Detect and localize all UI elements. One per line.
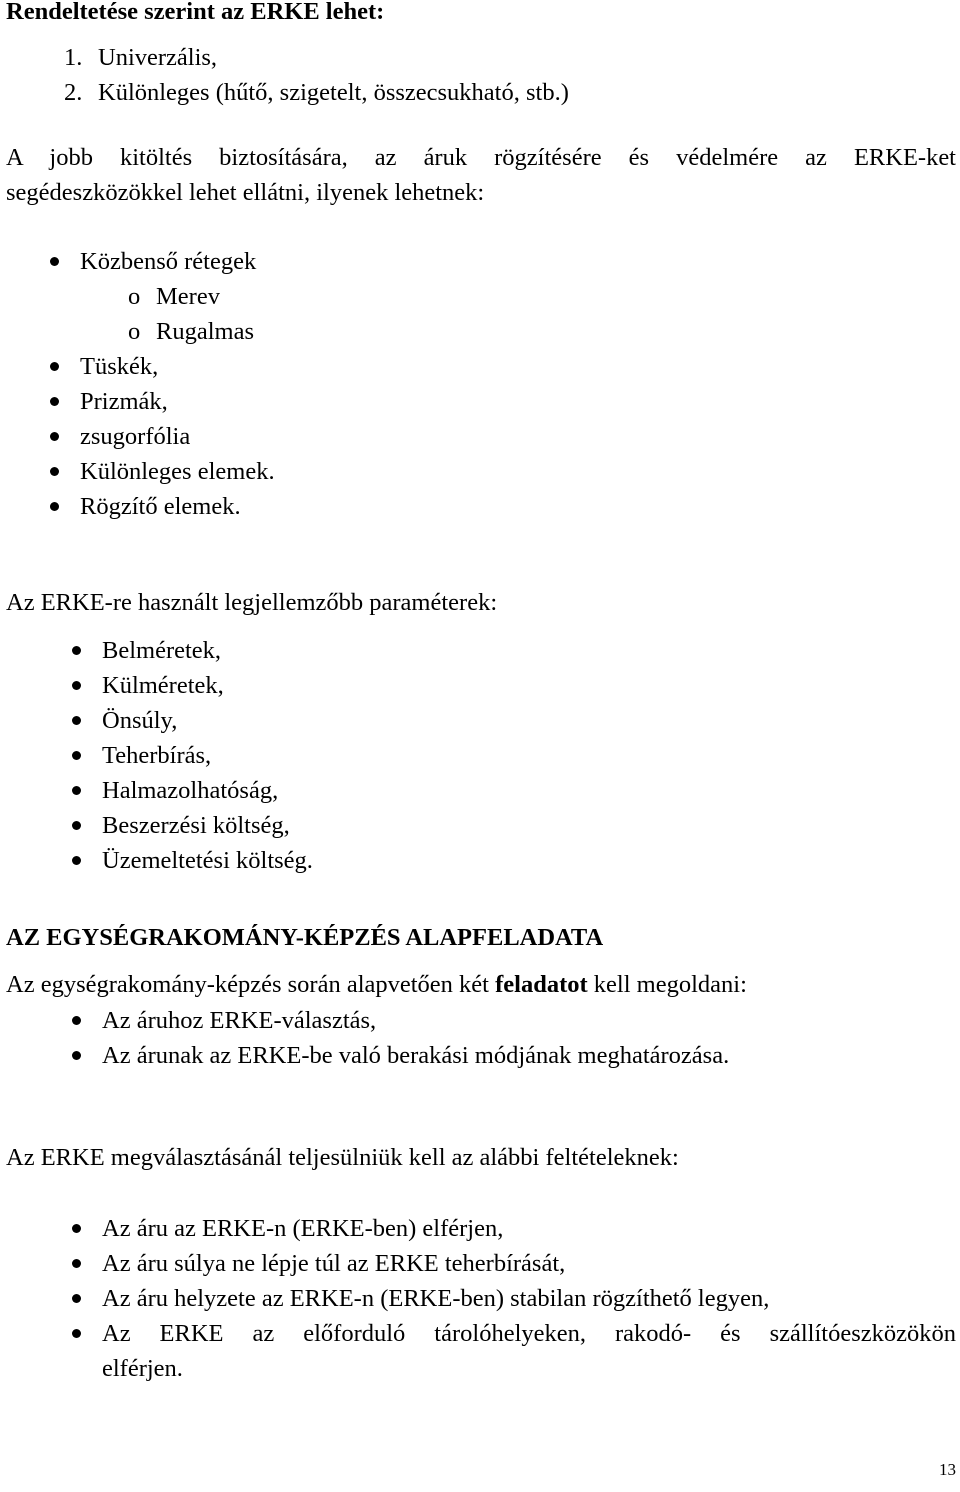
list-item-text: Prizmák,: [80, 388, 168, 415]
bullet-icon: [72, 1329, 81, 1338]
list-item-text-line2: elférjen.: [102, 1355, 183, 1382]
list-item-text: Önsúly,: [102, 707, 178, 734]
list-item: [6, 773, 956, 808]
conditions-list: [6, 1211, 956, 1386]
list-item-text: Üzemeltetési költség.: [102, 847, 313, 874]
list-item-text: Az áru helyzete az ERKE-n (ERKE-ben) stabilan rögzíthető legyen,: [102, 1285, 770, 1312]
list-item: [6, 843, 956, 878]
conditions-intro: Az ERKE megválasztásánál teljesülniük kell az alábbi feltételeknek:: [6, 1144, 679, 1171]
list-item: [6, 808, 956, 843]
params-intro: Az ERKE-re használt legjellemzőbb paraméterek:: [6, 589, 498, 616]
list-item-text: Az áruhoz ERKE-választás,: [102, 1007, 377, 1034]
list-item-text-line1: Az ERKE az előforduló tárolóhelyeken, rakodó- és szállítóeszközökön: [102, 1320, 956, 1347]
bullet-icon: [72, 1294, 81, 1303]
bullet-icon: [72, 1224, 81, 1233]
list-item: [6, 1246, 956, 1281]
sub-list-item-text: Merev: [156, 283, 220, 310]
aids-paragraph-line1: A jobb kitöltés biztosítására, az áruk rögzítésére és védelmére az ERKE-ket: [6, 144, 956, 171]
circle-marker-icon: o: [128, 318, 141, 345]
aids-list: [6, 244, 956, 524]
circle-marker-icon: o: [128, 283, 141, 310]
list-item: [6, 1003, 956, 1038]
list-item-text: Tüskék,: [80, 353, 159, 380]
list-item: [6, 703, 956, 738]
bullet-icon: [72, 751, 81, 760]
bullet-icon: [72, 646, 81, 655]
bullet-icon: [72, 1016, 81, 1025]
list-item: [6, 349, 956, 384]
usage-list-item: [6, 40, 956, 75]
bullet-icon: [50, 362, 59, 371]
task-intro: [6, 967, 956, 1002]
task-intro-before: Az egységrakomány-képzés során alapvetően két: [6, 971, 496, 998]
list-item-text: Az árunak az ERKE-be való berakási módjának meghatározása.: [102, 1042, 730, 1069]
list-item: [6, 1211, 956, 1246]
tasks-list: [6, 1003, 956, 1073]
list-item: [6, 738, 956, 773]
list-item-text: Halmazolhatóság,: [102, 777, 279, 804]
sub-list-item: [6, 314, 956, 349]
list-item-text: Belméretek,: [102, 637, 222, 664]
list-item-text: Beszerzési költség,: [102, 812, 290, 839]
bullet-icon: [72, 716, 81, 725]
bullet-icon: [50, 467, 59, 476]
bullet-icon: [72, 786, 81, 795]
list-item: [6, 633, 956, 668]
params-list: [6, 633, 956, 878]
bullet-icon: [50, 257, 59, 266]
task-intro-after: kell megoldani:: [587, 971, 747, 998]
bullet-icon: [72, 681, 81, 690]
list-number: 1.: [64, 44, 83, 71]
usage-heading: Rendeltetése szerint az ERKE lehet:: [6, 0, 385, 25]
bullet-icon: [50, 432, 59, 441]
list-item-text: Teherbírás,: [102, 742, 212, 769]
list-item: [6, 668, 956, 703]
list-item-text: Az áru az ERKE-n (ERKE-ben) elférjen,: [102, 1215, 504, 1242]
list-item: [6, 1316, 956, 1386]
list-item-text: Különleges elemek.: [80, 458, 275, 485]
sub-list-item-text: Rugalmas: [156, 318, 254, 345]
list-item-text: Univerzális,: [98, 44, 218, 71]
bullet-icon: [72, 1051, 81, 1060]
aids-paragraph: [6, 140, 956, 210]
list-item: [6, 244, 956, 279]
section-title: AZ EGYSÉGRAKOMÁNY-KÉPZÉS ALAPFELADATA: [6, 924, 604, 951]
page-number: 13: [939, 1460, 956, 1479]
list-item: [6, 1038, 956, 1073]
bullet-icon: [50, 397, 59, 406]
list-item-text: Külméretek,: [102, 672, 224, 699]
bullet-icon: [50, 502, 59, 511]
list-item: [6, 489, 956, 524]
list-item-text: Rögzítő elemek.: [80, 493, 241, 520]
list-number: 2.: [64, 79, 83, 106]
sub-list-item: [6, 279, 956, 314]
usage-list-item: [6, 75, 956, 110]
list-item-text: Az áru súlya ne lépje túl az ERKE teherbírását,: [102, 1250, 566, 1277]
list-item-text: zsugorfólia: [80, 423, 191, 450]
bullet-icon: [72, 821, 81, 830]
bullet-icon: [72, 1259, 81, 1268]
bullet-icon: [72, 856, 81, 865]
list-item-text: Különleges (hűtő, szigetelt, összecsukható, stb.): [98, 79, 569, 106]
usage-list: [6, 40, 956, 110]
list-item: [6, 384, 956, 419]
list-item: [6, 419, 956, 454]
aids-paragraph-line2: segédeszközökkel lehet ellátni, ilyenek lehetnek:: [6, 179, 485, 206]
list-item: [6, 454, 956, 489]
task-intro-bold: feladatot: [495, 971, 588, 998]
list-item: [6, 1281, 956, 1316]
list-item-text: Közbenső rétegek: [80, 248, 257, 275]
